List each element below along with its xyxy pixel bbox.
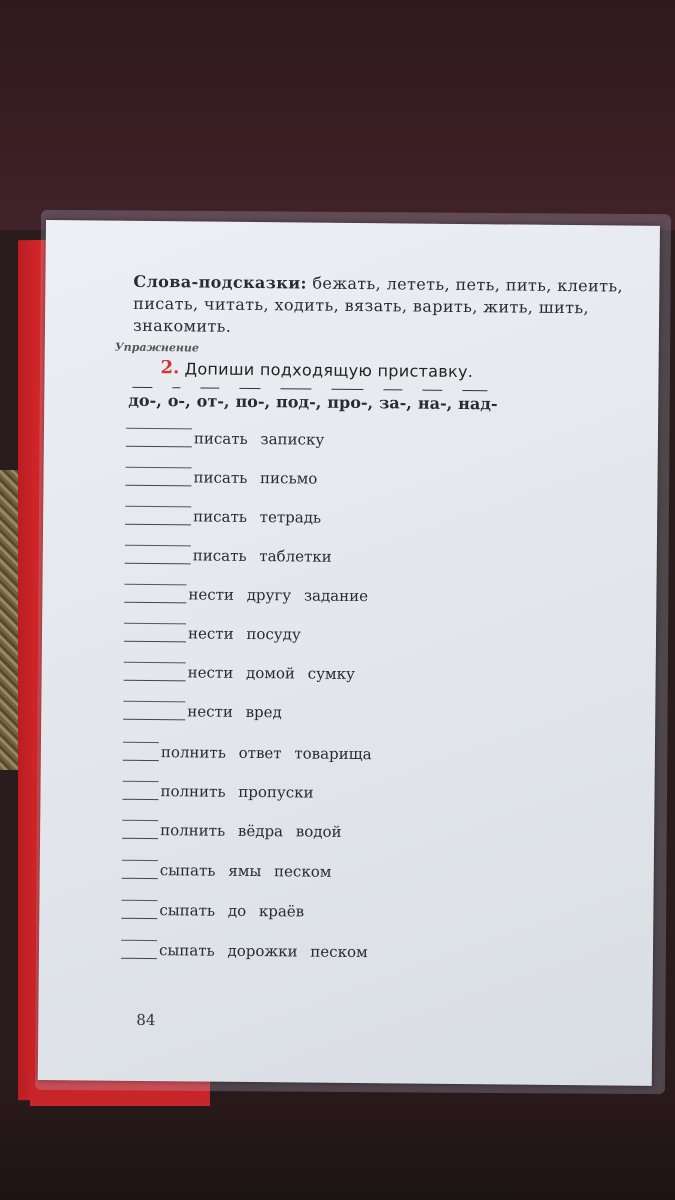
answer-blank[interactable] — [124, 584, 186, 604]
row-text: нести другу задание — [188, 585, 369, 606]
row-text: писать записку — [193, 429, 325, 449]
answer-blank[interactable] — [124, 662, 186, 682]
row-text: полнить ответ товарища — [160, 743, 372, 764]
row-text: полнить вёдра водой — [160, 821, 342, 841]
prefix-item: от-, — [197, 391, 230, 410]
exercise-row — [126, 421, 325, 449]
row-text: сыпать дорожки песком — [158, 941, 368, 962]
prefix-item: про-, — [327, 393, 373, 412]
row-text: нести домой сумку — [187, 663, 355, 683]
answer-blank[interactable] — [123, 742, 159, 761]
exercise-row — [124, 655, 355, 683]
exercise-number: 2. — [160, 357, 180, 379]
exercise-row — [121, 933, 368, 961]
answer-blank[interactable] — [126, 428, 192, 448]
row-text: писать таблетки — [192, 546, 332, 566]
prefix-item: до-, — [128, 391, 162, 410]
page-number: 84 — [136, 1010, 156, 1030]
exercise-row — [122, 853, 332, 881]
hint-words-text: бежать, лететь, петь, пить, клеить, писать, читать, ходить, вязать, варить, жить, шить, знакомить. — [132, 273, 624, 336]
row-text: полнить пропуски — [160, 782, 314, 802]
exercise-title: Допиши подходящую приставку. — [184, 359, 474, 382]
workbook-page — [38, 220, 660, 1086]
prefix-list — [128, 391, 628, 415]
answer-blank[interactable] — [122, 781, 158, 800]
exercise-row — [123, 735, 372, 763]
hint-words-label: Слова-подсказки: — [133, 271, 307, 293]
hint-words — [133, 271, 654, 342]
prefix-item: под-, — [276, 392, 321, 411]
answer-blank[interactable] — [122, 820, 158, 839]
exercise-row — [125, 499, 321, 527]
exercise-row — [125, 538, 332, 566]
prefix-item: на-, — [418, 394, 452, 413]
exercise-row — [122, 774, 313, 802]
answer-blank[interactable] — [124, 623, 186, 643]
answer-blank[interactable] — [122, 860, 158, 879]
row-text: писать письмо — [193, 468, 318, 488]
answer-blank[interactable] — [125, 545, 191, 565]
exercise-row — [125, 460, 317, 488]
exercise-row — [124, 616, 301, 644]
prefix-item: за-, — [379, 393, 412, 412]
exercise-rows — [126, 421, 626, 962]
answer-blank[interactable] — [125, 506, 191, 526]
answer-blank[interactable] — [121, 900, 157, 919]
exercise-row — [123, 694, 282, 722]
exercise-row — [121, 893, 304, 921]
exercise-row — [122, 813, 342, 841]
exercise-row — [124, 577, 368, 605]
exercise-label: Упражнение — [114, 340, 199, 355]
answer-blank[interactable] — [123, 701, 185, 721]
prefix-item: о-, — [168, 391, 191, 410]
row-text: сыпать ямы песком — [159, 861, 332, 881]
row-text: нести посуду — [187, 624, 301, 644]
background-top — [0, 0, 675, 230]
prefix-item: по-, — [235, 392, 270, 411]
answer-blank[interactable] — [125, 467, 191, 487]
prefix-item: над- — [458, 394, 498, 413]
row-text: нести вред — [187, 702, 282, 722]
answer-blank[interactable] — [121, 940, 157, 959]
row-text: сыпать до краёв — [159, 901, 305, 921]
row-text: писать тетрадь — [193, 507, 322, 527]
